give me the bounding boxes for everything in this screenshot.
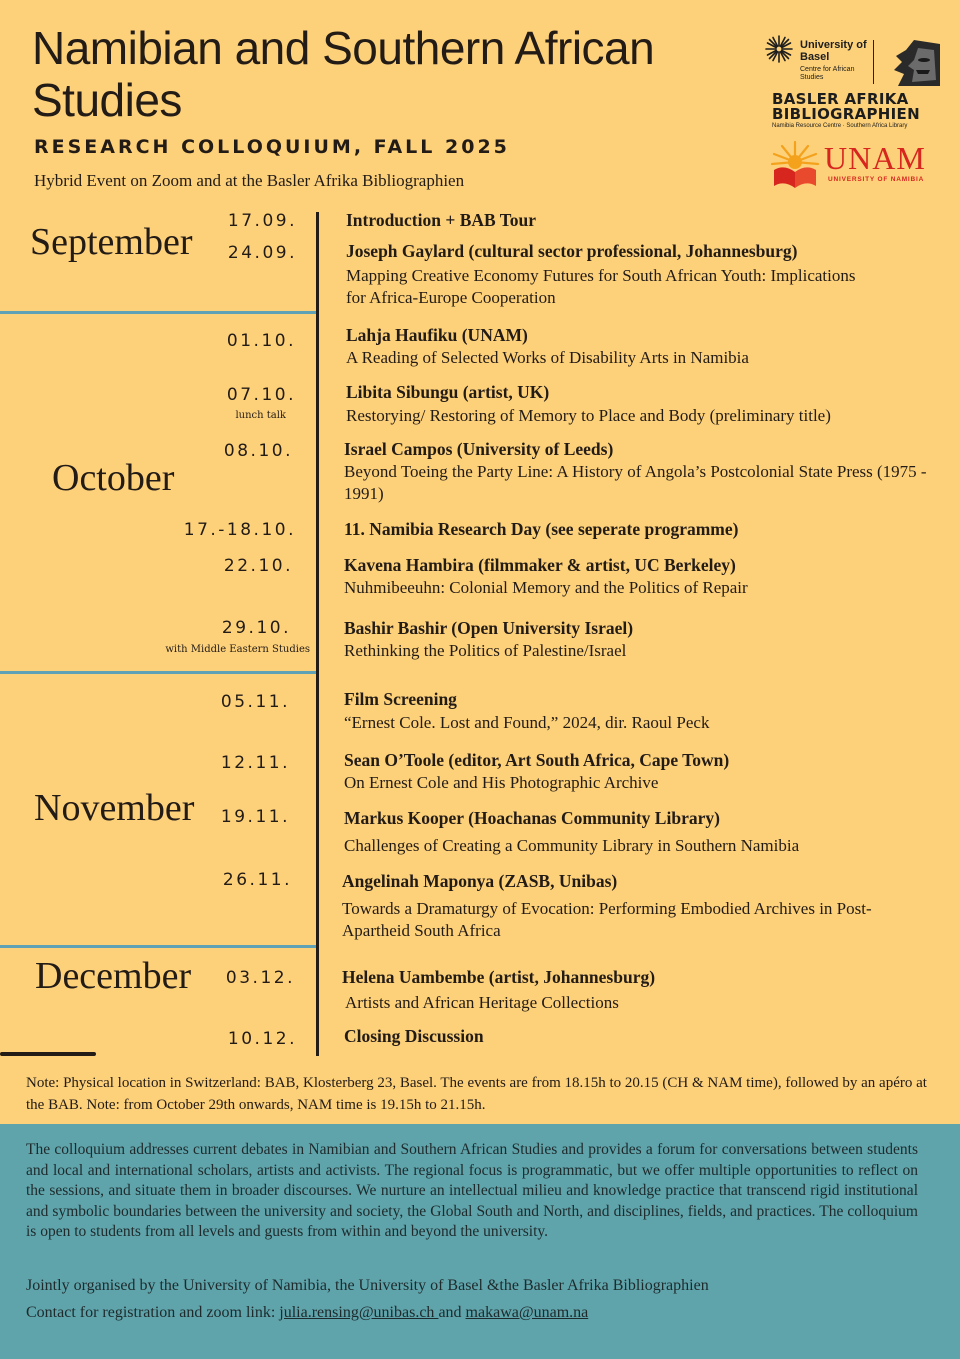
event-entry (346, 381, 936, 427)
event-date: 08.10. (223, 441, 293, 461)
month-separator (0, 671, 316, 674)
event-topic: A Reading of Selected Works of Disability Arts in Namibia (346, 348, 749, 367)
contact-prefix: Contact for registration and zoom link: (26, 1304, 280, 1321)
event-speaker: Angelinah Maponya (ZASB, Unibas) (342, 871, 618, 891)
unam-sub: UNIVERSITY OF NAMIBIA (828, 176, 925, 183)
event-topic: Mapping Creative Economy Futures for South African Youth: Implications for Africa-Europe Cooperation (346, 266, 856, 307)
university-of-basel-logo (764, 34, 874, 86)
bab-line1: BASLER AFRIKA (772, 90, 909, 108)
event-topic: Nuhmibeeuhn: Colonial Memory and the Politics of Repair (344, 578, 748, 597)
event-date: 12.11. (220, 753, 290, 773)
event-date-note: with Middle Eastern Studies (165, 644, 310, 655)
event-entry (342, 870, 938, 942)
unam-logo (770, 140, 942, 190)
event-title: Introduction + BAB Tour (346, 210, 537, 230)
event-topic: On Ernest Cole and His Photographic Archive (344, 773, 659, 792)
month-separator (0, 311, 316, 314)
event-date: 05.11. (220, 692, 290, 712)
basler-afrika-bibliographien-logo (772, 92, 942, 130)
event-speaker: Joseph Gaylard (cultural sector professional, Johannesburg) (346, 241, 798, 261)
event-date: 01.10. (226, 331, 296, 351)
event-topic: Artists and African Heritage Collections (345, 993, 619, 1012)
month-october: October (52, 457, 175, 499)
timeline-end-bar (0, 1052, 96, 1056)
event-topic: Beyond Toeing the Party Line: A History of Angola’s Postcolonial State Press (1975 - 1991) (344, 462, 927, 503)
contact-line (26, 1304, 588, 1322)
event-date: 03.12. (225, 968, 295, 988)
event-date: 19.11. (220, 807, 290, 827)
event-topic: “Ernest Cole. Lost and Found,” 2024, dir. Raoul Peck (344, 713, 710, 732)
unibas-name: University of Basel (800, 39, 867, 63)
location-note: Note: Physical location in Switzerland: BAB, Klosterberg 23, Basel. The events are from 18.15h to 20.15 (CH & NAM time), followed by an apéro at the BAB. Note: from October 29th onwards, NAM time is 19.15h to 21.15h. (26, 1075, 927, 1113)
event-date: 26.11. (222, 870, 292, 890)
timeline-divider (316, 212, 319, 1056)
event-entry (344, 688, 934, 734)
month-september: September (30, 221, 193, 263)
event-title: 11. Namibia Research Day (see seperate programme) (344, 519, 739, 539)
event-entry (344, 438, 934, 505)
event-entry (344, 1025, 934, 1047)
event-entry (344, 749, 934, 794)
event-entry (346, 324, 936, 369)
event-date: 29.10. (221, 618, 291, 638)
unam-sun-book-icon (770, 140, 820, 190)
event-date: 24.09. (227, 243, 297, 263)
event-date: 22.10. (223, 556, 293, 576)
event-entry (344, 617, 934, 662)
event-entry (342, 966, 932, 1014)
event-speaker: Libita Sibungu (artist, UK) (346, 382, 550, 402)
month-november: November (34, 787, 195, 829)
organisers-text: Jointly organised by the University of Namibia, the University of Basel &the Basler Afrika Bibliographien (26, 1277, 709, 1294)
event-date: 10.12. (227, 1029, 297, 1049)
event-speaker: Israel Campos (University of Leeds) (344, 439, 614, 459)
bab-sub: Namibia Resource Centre · Southern Africa Library (772, 123, 908, 129)
event-date: 17.09. (227, 211, 297, 231)
event-speaker: Markus Kooper (Hoachanas Community Library) (344, 808, 720, 828)
page-subtitle: RESEARCH COLLOQUIUM, FALL 2025 (34, 136, 510, 158)
logo-divider (873, 40, 874, 84)
event-entry (344, 554, 934, 599)
event-speaker: Lahja Haufiku (UNAM) (346, 325, 528, 345)
contact-and: and (438, 1304, 466, 1321)
event-topic: Restorying/ Restoring of Memory to Place and Body (preliminary title) (346, 406, 831, 425)
event-topic: Challenges of Creating a Community Library in Southern Namibia (344, 836, 800, 855)
event-title: Closing Discussion (344, 1026, 484, 1046)
about-text: The colloquium addresses current debates in Namibian and Southern African Studies and provides a forum for conversations between students and local and international scholars, artists and activists. The regional focus is programmatic, but we offer multiple opportunities to reflect on the sessions, and situate them in broader discourses. We nurture an intellectual milieu and knowledge practice that transcend rigid institutional and symbolic boundaries between the university and society, the Global South and North, and disciplines, fields, and practices. The colloquium is open to students from all levels and guests from within and beyond the university. (26, 1141, 918, 1240)
page-title: Namibian and Southern African Studies (32, 22, 655, 126)
event-title: Film Screening (344, 689, 457, 709)
email-link-unam[interactable]: makawa@unam.na (465, 1304, 589, 1321)
event-topic: Towards a Dramaturgy of Evocation: Performing Embodied Archives in Post-Apartheid South Africa (342, 899, 872, 940)
bab-line2: BIBLIOGRAPHIEN (772, 105, 920, 123)
event-speaker: Kavena Hambira (filmmaker & artist, UC Berkeley) (344, 555, 736, 575)
email-link-unibas[interactable]: julia.rensing@unibas.ch (279, 1304, 439, 1321)
unam-name: UNAM (824, 140, 926, 176)
event-speaker: Sean O’Toole (editor, Art South Africa, Cape Town) (344, 750, 730, 770)
month-separator (0, 945, 316, 948)
event-entry (344, 518, 934, 540)
event-date: 17.-18.10. (183, 520, 296, 540)
unibas-centre: Centre for African Studies (800, 66, 855, 81)
hybrid-info: Hybrid Event on Zoom and at the Basler Afrika Bibliographien (34, 171, 465, 190)
bab-mask-icon (884, 40, 940, 86)
footer-panel (0, 1124, 960, 1359)
event-topic: Rethinking the Politics of Palestine/Israel (344, 641, 627, 660)
basel-star-icon (764, 34, 794, 64)
event-entry (344, 807, 934, 857)
event-entry (346, 240, 936, 309)
event-date: 07.10. (226, 385, 296, 405)
event-speaker: Bashir Bashir (Open University Israel) (344, 618, 634, 638)
event-date-note: lunch talk (235, 410, 286, 421)
event-speaker: Helena Uambembe (artist, Johannesburg) (342, 967, 656, 987)
month-december: December (35, 955, 192, 997)
event-entry (346, 209, 936, 231)
